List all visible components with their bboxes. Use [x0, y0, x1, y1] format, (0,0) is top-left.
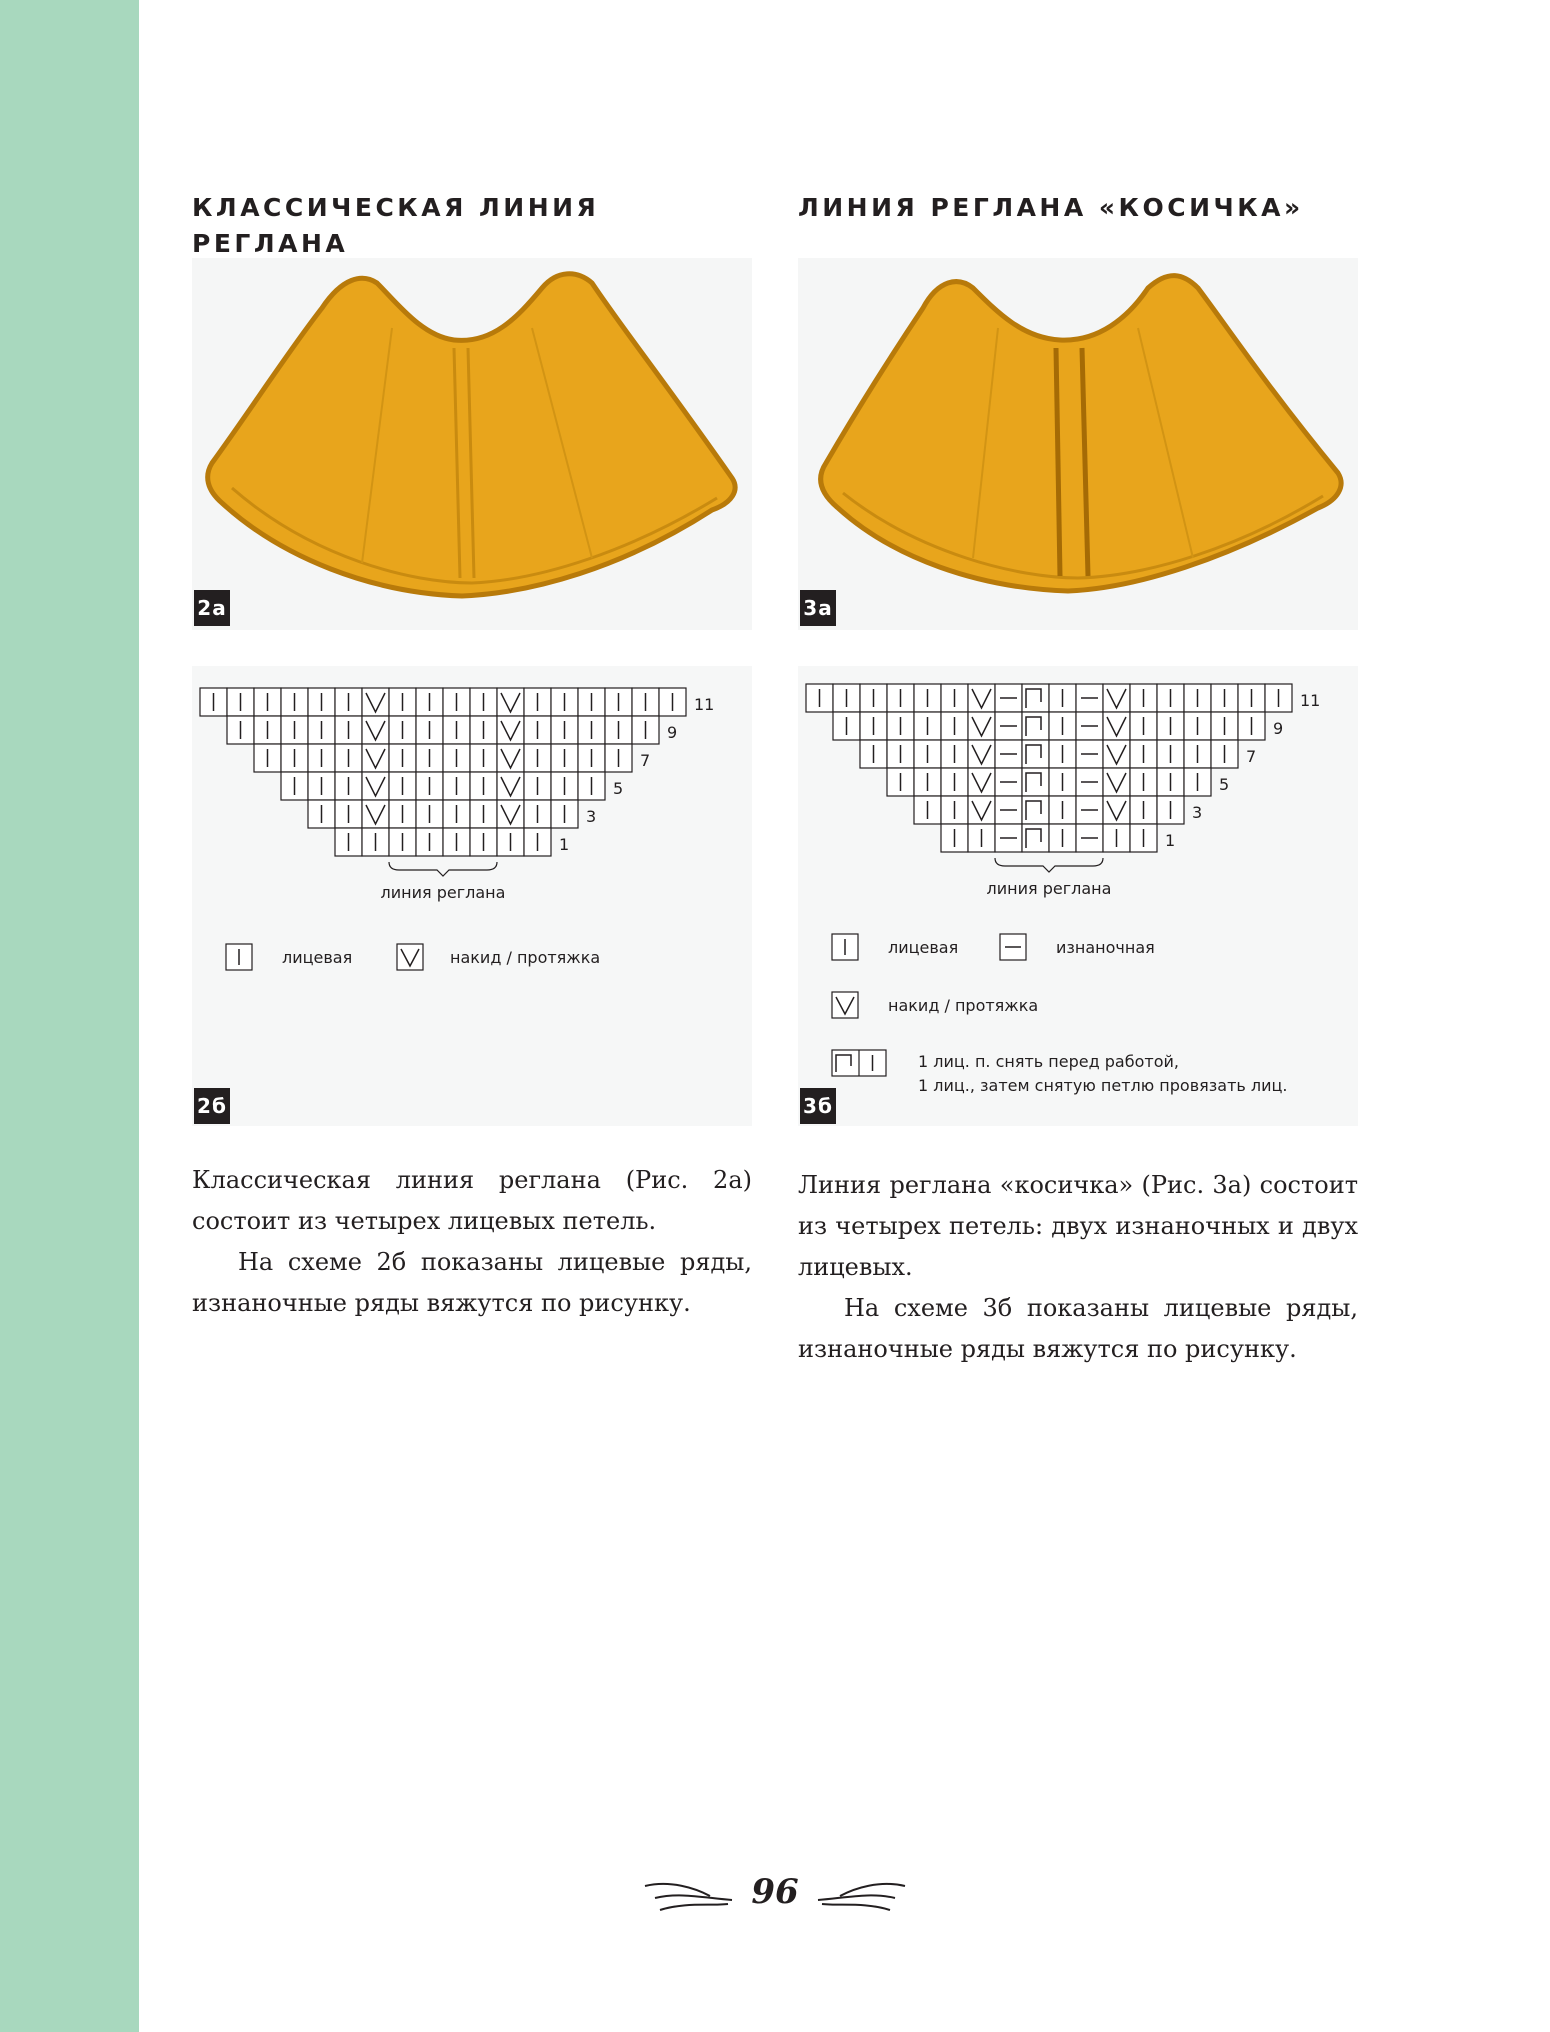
raglan-brace — [389, 862, 497, 876]
raglan-label: линия реглана — [380, 883, 506, 902]
figure-label-3b: 3б — [800, 1088, 836, 1124]
right-flourish-icon — [810, 1878, 910, 1918]
right-body-text — [798, 1165, 1358, 1370]
legend-yo-label: накид / протяжка — [888, 996, 1039, 1015]
row-number: 1 — [1165, 831, 1176, 850]
figure-label-2b: 2б — [194, 1088, 230, 1124]
row-number: 11 — [694, 695, 715, 714]
photo-3a — [798, 258, 1358, 630]
knitted-yoke-braid-photo — [798, 258, 1358, 630]
chart-3b — [798, 666, 1358, 1126]
right-paragraph-2: На схеме 3б показаны лицевые ряды, изнаночные ряды вяжутся по рисунку. — [798, 1294, 1358, 1363]
legend-yo-label: накид / протяжка — [450, 948, 601, 967]
legend-knit-label: лицевая — [282, 948, 353, 967]
row-number: 7 — [1246, 747, 1257, 766]
row-number: 5 — [613, 779, 624, 798]
figure-label-2a: 2а — [194, 590, 230, 626]
row-number: 3 — [586, 807, 597, 826]
left-body-text — [192, 1160, 752, 1324]
right-heading: ЛИНИЯ РЕГЛАНА «КОСИЧКА» — [798, 193, 1304, 222]
right-paragraph-1: Линия реглана «косичка» (Рис. 3а) состоит из четырех петель: двух изнаночных и двух лицевых. — [798, 1171, 1358, 1281]
page-number: 96 — [751, 1872, 799, 1912]
photo-2a — [192, 258, 752, 630]
chart-legend — [832, 934, 1288, 1095]
left-paragraph-1: Классическая линия реглана (Рис. 2а) состоит из четырех лицевых петель. — [192, 1166, 752, 1235]
raglan-brace — [995, 858, 1103, 872]
chart-legend — [226, 944, 600, 970]
page-footer — [640, 1868, 910, 1928]
row-number: 7 — [640, 751, 651, 770]
legend-purl-label: изнаночная — [1056, 938, 1155, 957]
left-paragraph-2: На схеме 2б показаны лицевые ряды, изнаночные ряды вяжутся по рисунку. — [192, 1248, 752, 1317]
chart-rows — [200, 688, 686, 856]
legend-cable-label-2: 1 лиц., затем снятую петлю провязать лиц. — [918, 1076, 1288, 1095]
left-heading: КЛАССИЧЕСКАЯ ЛИНИЯ РЕГЛАНА — [192, 193, 600, 258]
legend-knit-label: лицевая — [888, 938, 959, 957]
legend-cable-label-1: 1 лиц. п. снять перед работой, — [918, 1052, 1179, 1071]
row-number: 5 — [1219, 775, 1230, 794]
row-number: 1 — [559, 835, 570, 854]
row-number: 3 — [1192, 803, 1203, 822]
row-number: 9 — [1273, 719, 1284, 738]
row-number: 9 — [667, 723, 678, 742]
chart-3b-grid — [798, 666, 1358, 1126]
raglan-label: линия реглана — [986, 879, 1112, 898]
chart-2b-grid — [192, 666, 752, 1126]
yoke-shape — [821, 276, 1341, 591]
row-number: 11 — [1300, 691, 1321, 710]
chart-2b — [192, 666, 752, 1126]
side-color-band — [0, 0, 139, 2032]
knitted-yoke-classic-photo — [192, 258, 752, 630]
figure-label-3a: 3а — [800, 590, 836, 626]
chart-rows — [806, 684, 1292, 852]
